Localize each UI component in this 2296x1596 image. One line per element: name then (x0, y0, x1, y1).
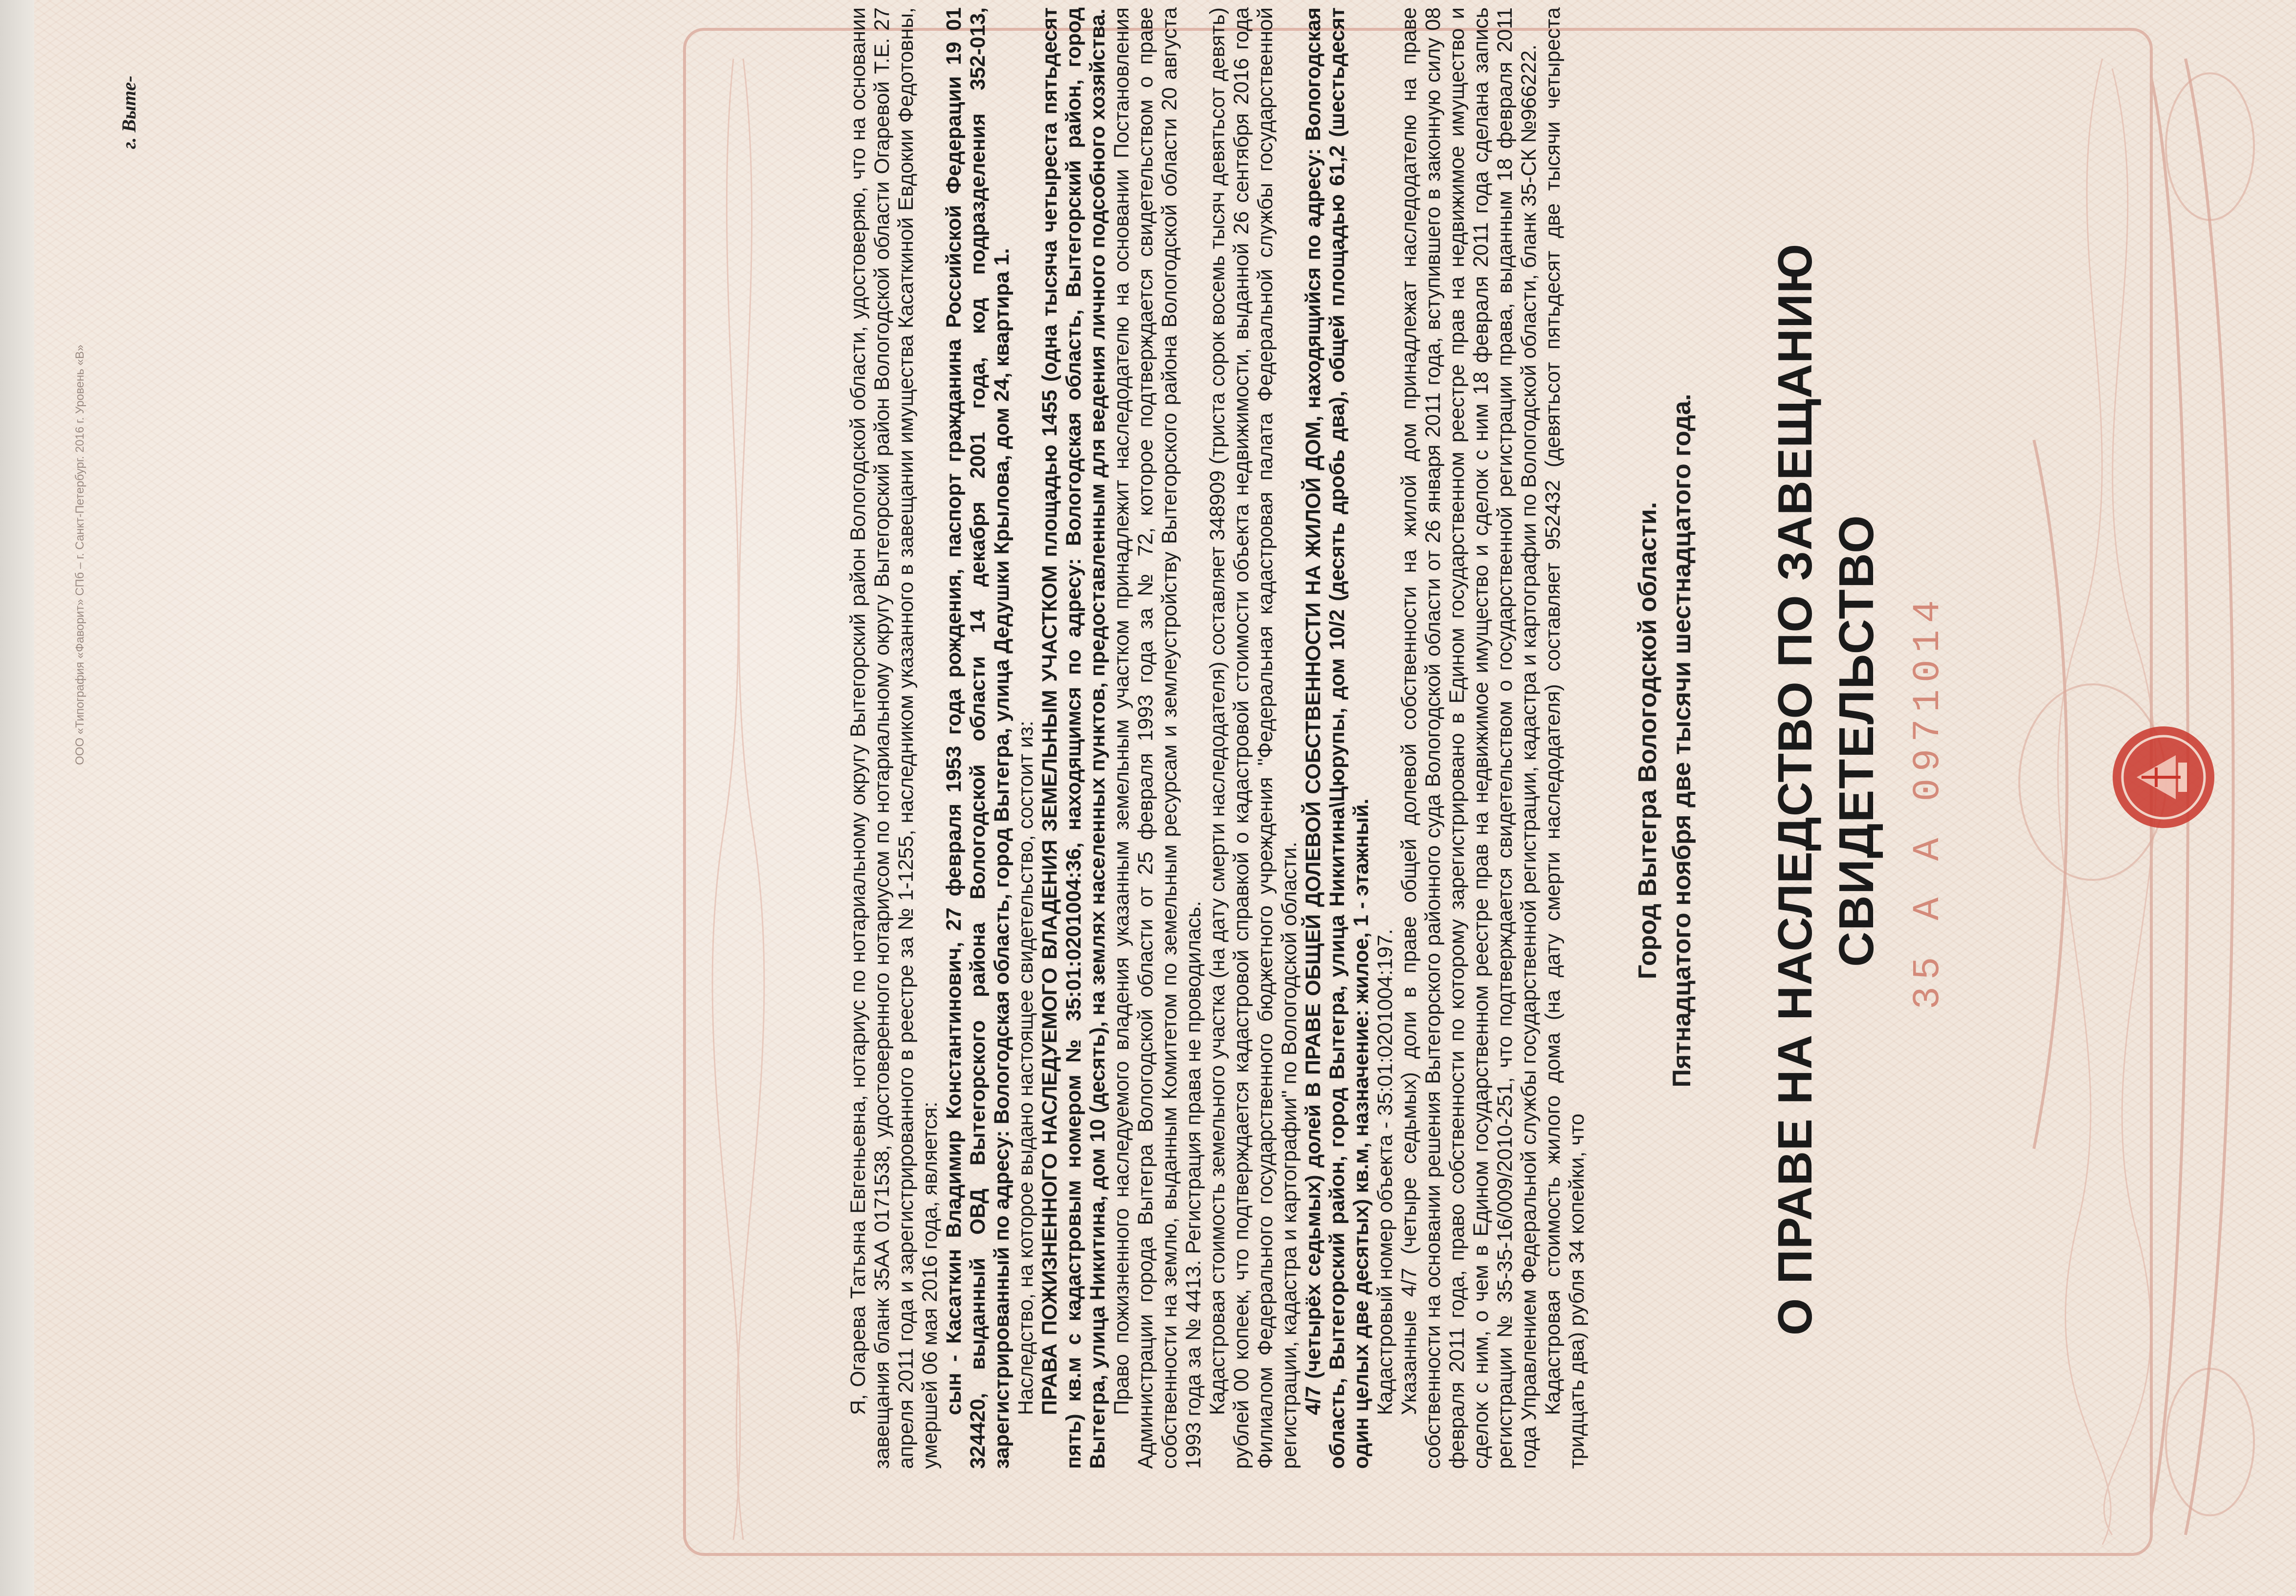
printer-imprint: ООО «Типография «Фаворит» СПб – г. Санкт-Петербург. 2016 г. Уровень «В» (73, 344, 87, 765)
serial-number: 35 А А 0971014 (1907, 593, 1950, 1009)
paragraph-notary-statement: Я, Огарева Татьяна Евгеньевна, нотариус по нотариальному округу Вытегорский район Вологодской области, удостоверяю, что на основании завещания бланк 35АА 0171538, удостоверенного нотариусом по нотариальному округу Вытегорский район Вологодской области Огаревой Т.Е. 27 апреля 2011 года и зарегистрированного в реестре за № 1-1255, наследником указанного в завещании имущества Касаткиной Евдокии Федотовны, умершей 06 мая 2016 года, является: (846, 7, 942, 1469)
page-continuation-note: г. Выте- (118, 75, 140, 149)
paragraph-house-right-basis: Указанные 4/7 (четыре седьмых) доли в праве общей долевой собственности на жилой дом принадлежат наследодателю на праве собственности на основании решения Вытегорского районного суда Вологодской области от 26 января 2011 года, вступившего в законную силу 08 февраля 2011 года, право собственности по которому зарегистрировано в Едином государственном реестре прав на недвижимое имущество и сделок с ним, о чем в Едином государственном реестре прав на недвижимое имущество и сделок с ним 18 февраля 2011 года сделана запись регистрации № 35-35-16/009/2010-251, что подтверждается свидетельством о государственной регистрации права, выданным 18 февраля 2011 года Управлением Федеральной службы государственной регистрации, кадастра и картографии по Вологодской области, бланк 35-СК №966222. (1397, 7, 1541, 1469)
certificate-body (171, 7, 1589, 1469)
place-line: Город Вытегра Вологодской области. (1634, 502, 1662, 980)
paragraph-house-cadastral-number: Кадастровый номер объекта - 35:01:0201004:197. (1373, 929, 1397, 1415)
paragraph-inheritance-intro: Наследство, на которое выдано настоящее свидетельство, состоит из: (1014, 721, 1038, 1415)
paragraph-house-cadastral-value: Кадастровая стоимость жилого дома (на дату смерти наследодателя) составляет 952432 (девятьсот пятьдесят две тысячи четыреста тридцать два) рубля 34 копейки, что (1541, 7, 1589, 1469)
paragraph-land-plot: ПРАВА ПОЖИЗНЕННОГО НАСЛЕДУЕМОГО ВЛАДЕНИЯ ЗЕМЕЛЬНЫМ УЧАСТКОМ площадью 1455 (одна тысяча четыреста пятьдесят пять) кв.м с кадастровым номером № 35:01:0201004:36, находящимся по адресу: Вологодская область, Вытегорский район, город Вытегра, улица Никитина, дом 10 (десять), на землях населенных пунктов, предоставленным для ведения личного подсобного хозяйства. (1038, 7, 1109, 1469)
date-line: Пятнадцатого ноября две тысячи шестнадцатого года. (1668, 394, 1696, 1088)
paragraph-land-cadastral-value: Кадастровая стоимость земельного участка (на дату смерти наследодателя) составляет 348909 (триста сорок восемь тысяч девятьсот девять) рублей 00 копеек, что подтверждается кадастровой справкой о кадастровой стоимости объекта недвижимости, выданной 26 сентября 2016 года Филиалом Федерального государственного бюджетного учреждения "Федеральная кадастровая палата Федеральной службы государственной регистрации, кадастра и картографии" по Вологодской области. (1206, 7, 1301, 1469)
document-title: СВИДЕТЕЛЬСТВО (1829, 514, 1884, 967)
document-subtitle: О ПРАВЕ НА НАСЛЕДСТВО ПО ЗАВЕЩАНИЮ (1768, 243, 1822, 1336)
paragraph-land-right-basis: Право пожизненного наследуемого владения указанным земельным участком принадлежит наследодателю на основании Постановления Администрации города Вытегра Вологодской области от 25 февраля 1993 года за № 72, которое подтверждается свидетельством о праве собственности на землю, выданным Комитетом по земельным ресурсам и землеустройству Вытегорского района Вологодской области 20 августа 1993 года за № 4413. Регистрация права не проводилась. (1110, 7, 1205, 1469)
paragraph-heir: сын - Касаткин Владимир Константинович, 27 февраля 1953 года рождения, паспорт гражданина Российской Федерации 19 01 324420, выданный ОВД Вытегорского района Вологодской области 14 декабря 2001 года, код подразделения 352-013, зарегистрированный по адресу: Вологодская область, город Вытегра, улица Дедушки Крылова, дом 24, квартира 1. (942, 7, 1014, 1469)
paragraph-house-share: 4/7 (четырёх седьмых) долей В ПРАВЕ ОБЩЕЙ ДОЛЕВОЙ СОБСТВЕННОСТИ НА ЖИЛОЙ ДОМ, находящийся по адресу: Вологодская область, Вытегорский район, город Вытегра, улица Никитина\Цюрупы, дом 10/2 (десять дробь два), общей площадью 61,2 (шестьдесят один целых две десятых) кв.м, назначение: жилое, 1 - этажный. (1302, 7, 1373, 1469)
coat-of-arms-emblem (2107, 721, 2220, 833)
body-text-block (846, 7, 1589, 1469)
